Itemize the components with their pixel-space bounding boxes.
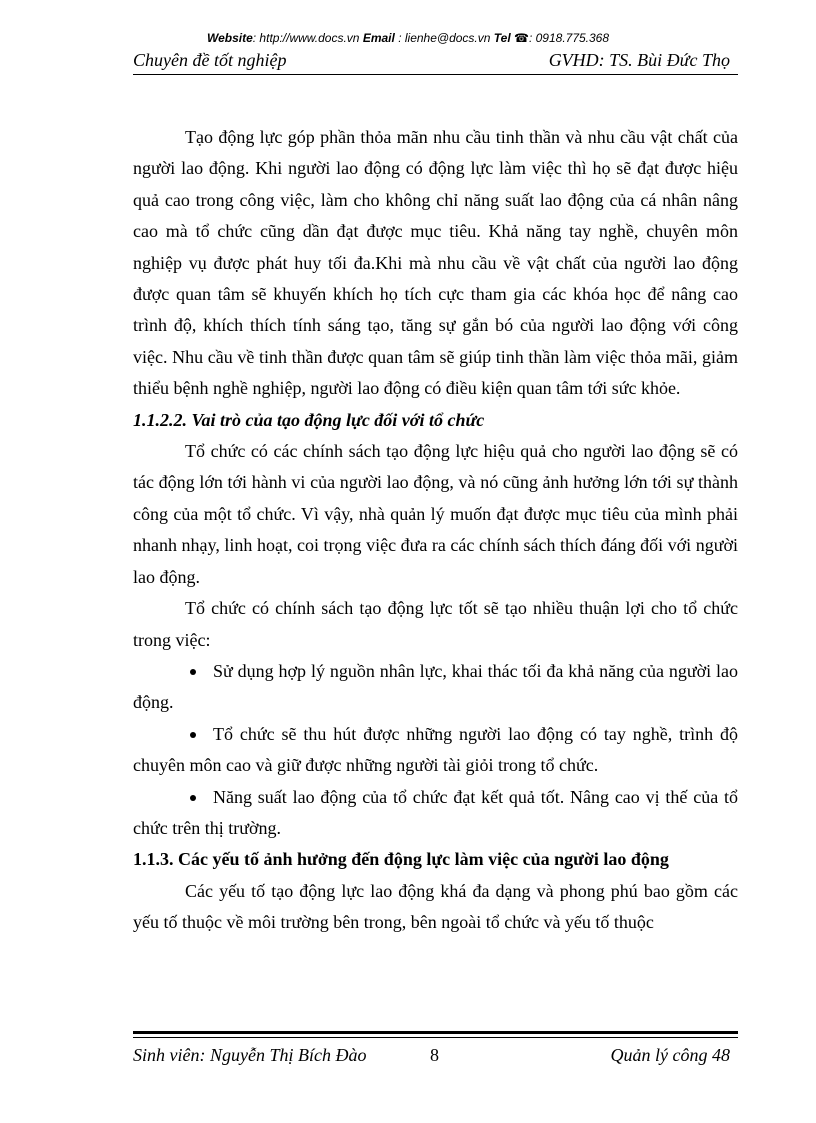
paragraph-3: Tổ chức có chính sách tạo động lực tốt sẽ tạo nhiều thuận lợi cho tổ chức trong việc: [133,598,738,650]
email-address[interactable]: : lienhe@docs.vn [398,31,491,45]
footer-student: Sinh viên: Nguyễn Thị Bích Đào [133,1045,367,1065]
website-url[interactable]: : http://www.docs.vn [252,31,360,45]
section-heading-1-1-3: 1.1.3. Các yếu tố ảnh hưởng đến động lực làm việc của người lao động [133,849,669,870]
paragraph-1: Tạo động lực góp phần thỏa mãn nhu cầu tinh thần và nhu cầu vật chất của người lao động. Khi người lao động có động lực làm việc thì họ sẽ đạt được hiệu quả cao trong công việc, làm cho không chỉ năng suất lao động của cá nhân nâng cao mà tổ chức cũng dần đạt được mục tiêu. Khả năng tay nghề, chuyên môn nghiệp vụ được phát huy tối đa.Khi mà nhu cầu về vật chất của người lao động được quan tâm sẽ khuyến khích họ tích cực tham gia các khóa học để nâng cao trình độ, khích thích tính sáng tạo, tăng sự gắn bó của người lao động với công việc. Nhu cầu về tinh thần được quan tâm sẽ giúp tinh thần làm việc thỏa mãi, giảm thiểu bệnh nghề nghiệp, người lao động có điều kiện quan tâm tới sức khỏe. [133,127,738,399]
document-body [133,122,738,939]
footer-rule-thin [133,1037,738,1038]
website-label: Website [206,31,253,45]
paragraph-2: Tổ chức có các chính sách tạo động lực hiệu quả cho người lao động sẽ có tác động lớn tới hành vi của người lao động, và nó cũng ảnh hưởng lớn tới sự thành công của một tổ chức. Vì vậy, nhà quản lý muốn đạt được mục tiêu của mình phải nhanh nhạy, linh hoạt, coi trọng việc đưa ra các chính sách thích đáng đối với người lao động. [133,441,738,587]
bullet-item [133,656,738,719]
page-header [133,48,738,75]
bullet-dot-icon [190,795,196,801]
bullet-text: Sử dụng hợp lý nguồn nhân lực, khai thác tối đa khả năng của người lao động. [133,660,738,713]
page-number: 8 [430,1045,439,1065]
tel-label: Tel ☎ [493,31,529,45]
bullet-text: Tổ chức sẽ thu hút được những người lao động có tay nghề, trình độ chuyên môn cao và giữ được những người tài giỏi trong tổ chức. [133,723,738,776]
tel-number: : 0918.775.368 [528,31,610,45]
paragraph-4: Các yếu tố tạo động lực lao động khá đa dạng và phong phú bao gồm các yếu tố thuộc về môi trường bên trong, bên ngoài tổ chức và yếu tố thuộc [133,880,738,933]
footer-class: Quản lý công 48 [610,1045,730,1065]
header-title: Chuyên đề tốt nghiệp [133,50,287,70]
bullet-text: Năng suất lao động của tổ chức đạt kết quả tốt. Nâng cao vị thế của tổ chức trên thị trường. [133,786,738,838]
header-supervisor: GVHD: TS. Bùi Đức Thọ [548,50,730,70]
bullet-item [133,782,738,845]
footer-rule-thick [133,1031,738,1034]
bullet-dot-icon [190,732,196,738]
bullet-dot-icon [190,669,196,675]
bullet-item [133,719,738,782]
email-label: Email [362,31,395,45]
website-line [0,31,816,45]
section-heading-1-1-2-2: 1.1.2.2. Vai trò của tạo động lực đối với tổ chức [133,409,485,430]
